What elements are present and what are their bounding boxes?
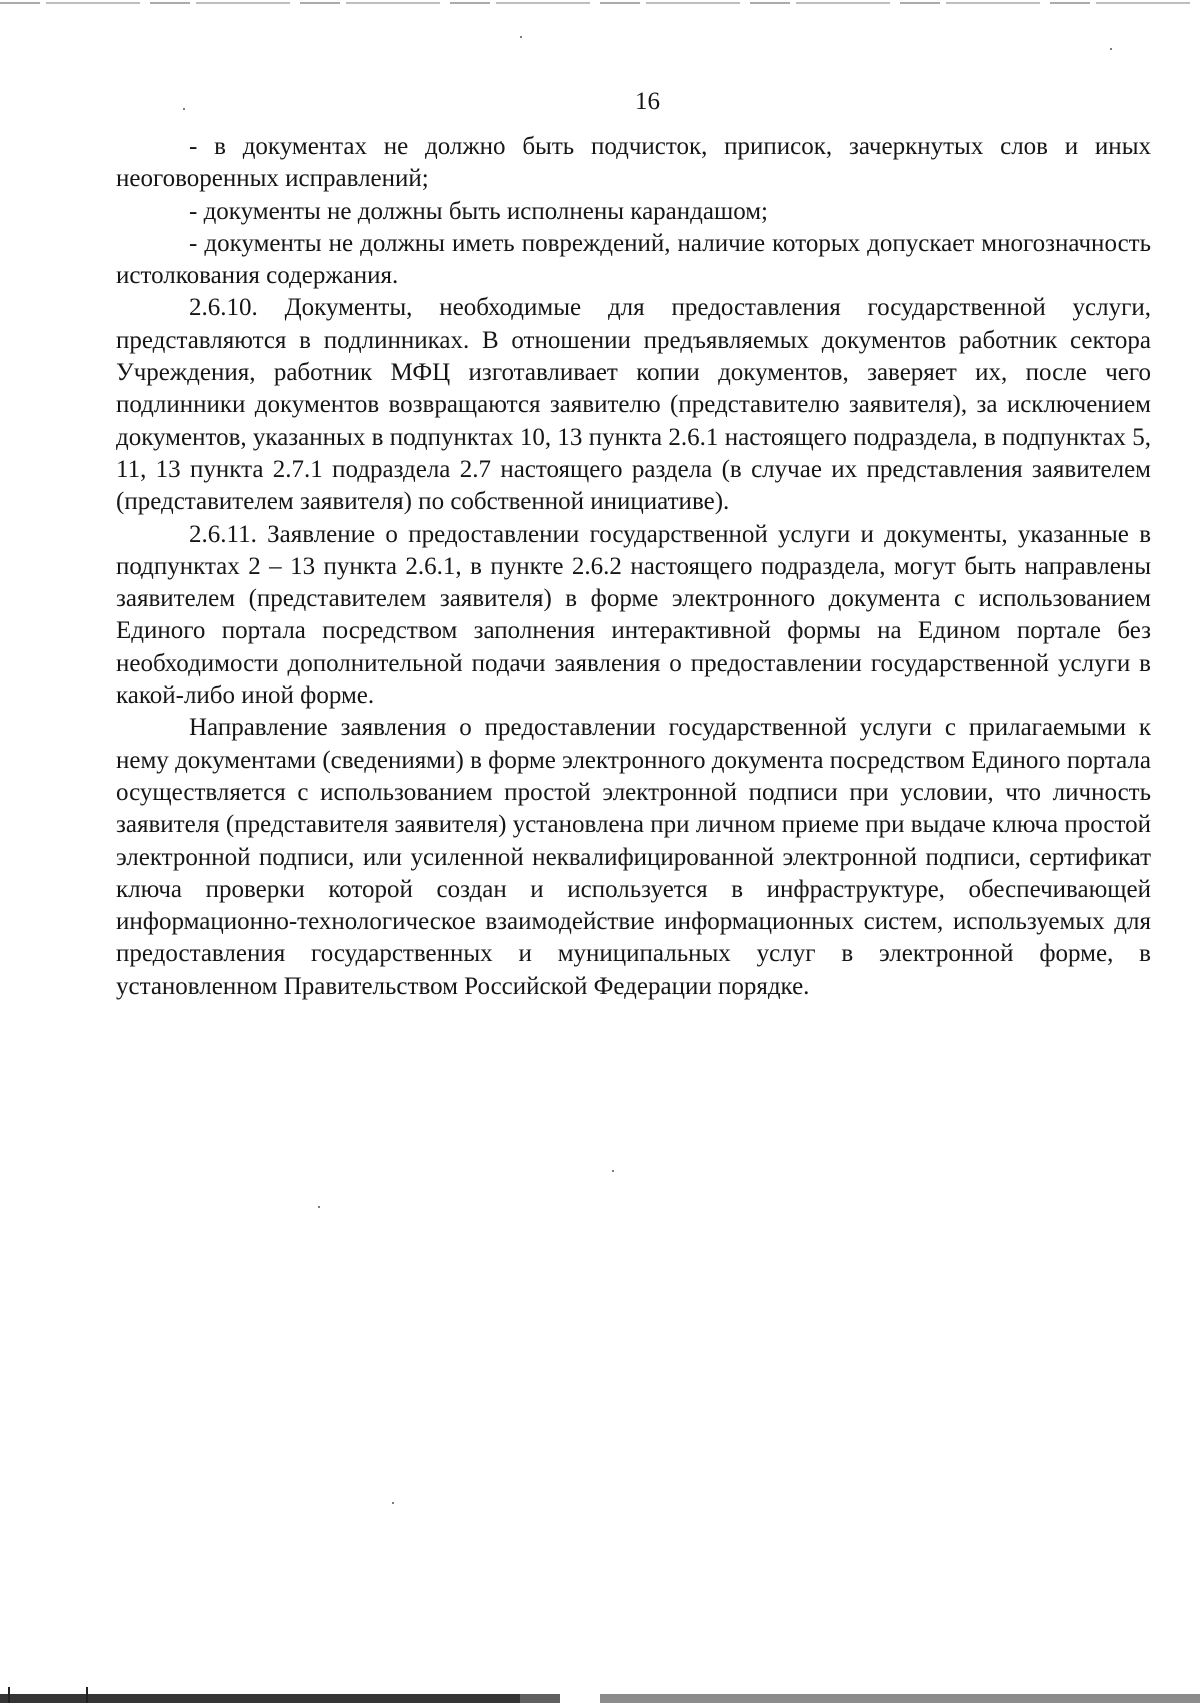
- paragraph-no-erasures: - в документах не должно быть подчисток, приписок, зачеркнутых слов и иных неоговоренных исправлений;: [116, 133, 1151, 193]
- scan-edge-bottom: [0, 1694, 1200, 1703]
- document-page: [116, 86, 1151, 1003]
- scan-edge-tick: [8, 1687, 10, 1703]
- scan-speck: [612, 1170, 614, 1172]
- paragraph-2-6-11: 2.6.11. Заявление о предоставлении государственной услуги и документы, указанные в подпунктах 2 – 13 пункта 2.6.1, в пункте 2.6.2 настоящего подраздела, могут быть направлены заявителем (представителем заявителя) в форме электронного документа с использованием Единого портала посредством заполнения интерактивной формы на Едином портале без необходимости дополнительной подачи заявления о предоставлении государственной услуги в какой-либо иной форме.: [116, 520, 1151, 710]
- page-number: 16: [635, 88, 660, 115]
- paragraph-2-6-10: 2.6.10. Документы, необходимые для предоставления государственной услуги, представляются в подлинниках. В отношении предъявляемых документов работник сектора Учреждения, работник МФЦ изготавливает копии документов, заверяет их, после чего подлинники документов возвращаются заявителю (представителю заявителя), за исключением документов, указанных в подпунктах 10, 13 пункта 2.6.1 настоящего подраздела, в подпунктах 5, 11, 13 пункта 2.7.1 подраздела 2.7 настоящего раздела (в случае их представления заявителем (представителем заявителя) по собственной инициативе).: [116, 294, 1151, 516]
- scan-speck: [520, 36, 522, 38]
- scan-speck: [1110, 48, 1112, 50]
- paragraph-no-pencil: - документы не должны быть исполнены карандашом;: [189, 197, 769, 225]
- scan-edge-tick: [86, 1687, 88, 1703]
- scan-edge-top: [0, 2, 1200, 4]
- paragraph-no-damage: - документы не должны иметь повреждений, наличие которых допускает многозначность истолкования содержания.: [116, 229, 1151, 290]
- scan-speck: [392, 1502, 394, 1504]
- scan-speck: [318, 1206, 320, 1208]
- paragraph-electronic-signature: Направление заявления о предоставлении государственной услуги с прилагаемыми к нему документами (сведениями) в форме электронного документа посредством Единого портала осуществляется с использованием простой электронной подписи при условии, что личность заявителя (представителя заявителя) установлена при личном приеме при выдаче ключа простой электронной подписи, или усиленной неквалифицированной электронной подписи, сертификат ключа проверки которой создан и используется в инфраструктуре, обеспечивающей информационно-технологическое взаимодействие информационных систем, используемых для предоставления государственных и муниципальных услуг в электронной форме, в установленном Правительством Российской Федерации порядке.: [116, 714, 1151, 1000]
